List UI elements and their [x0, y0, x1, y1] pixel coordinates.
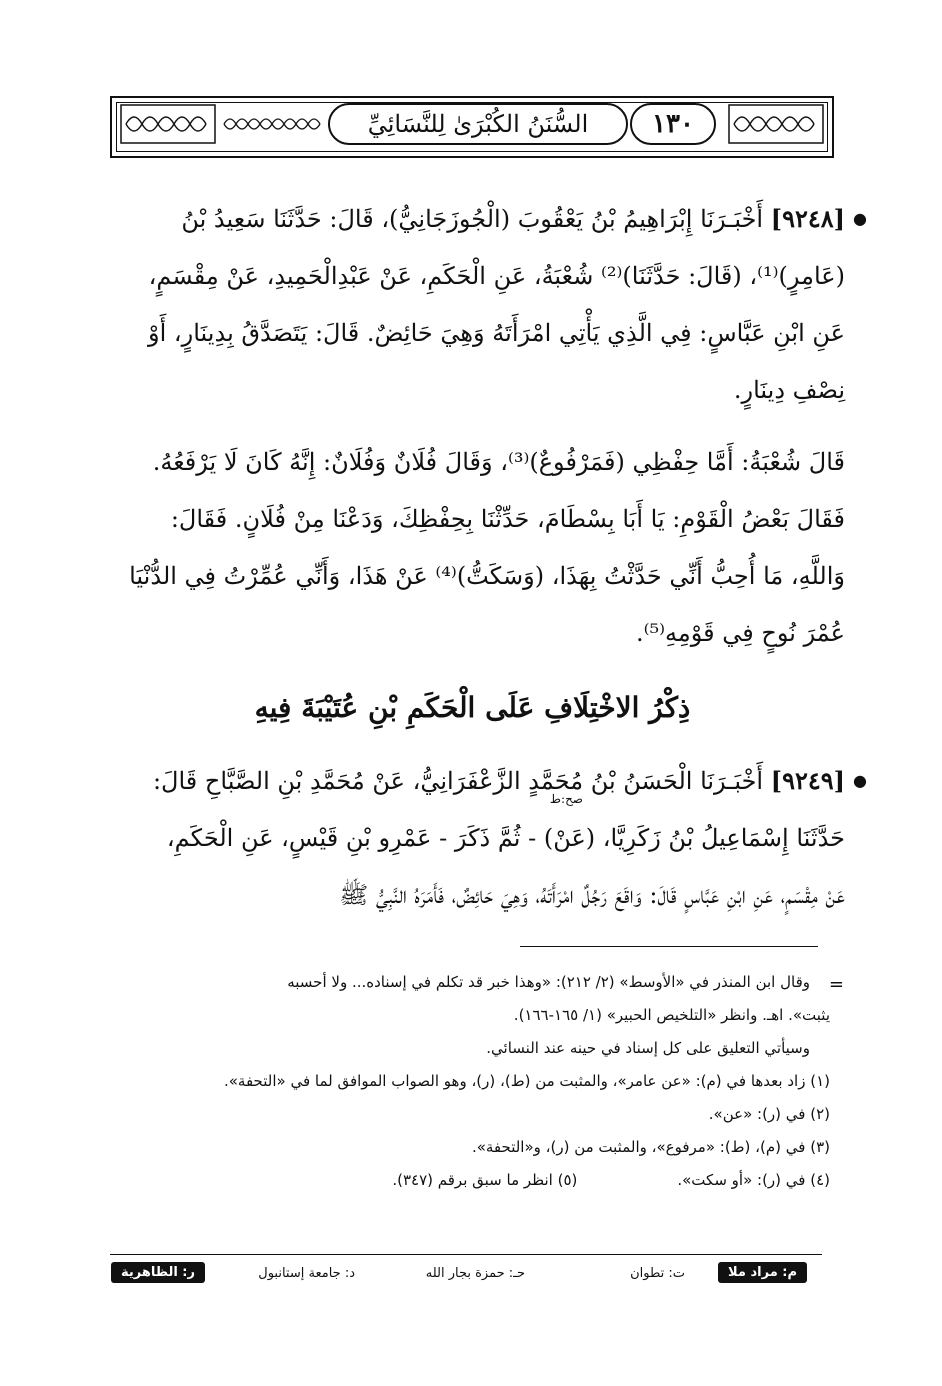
hadith-9249	[100, 752, 867, 924]
page-header	[110, 96, 834, 158]
bullet-icon: ●	[853, 771, 867, 790]
footnote-2: (٢) في (ر): «عن».	[708, 1105, 830, 1123]
footnote-continuation-marker: =	[828, 974, 844, 995]
section-heading: ذِكْرُ الاخْتِلَافِ عَلَى الْحَكَمِ بْنِ عُتَيْبَةَ فِيهِ	[254, 691, 691, 724]
legend-d: د: جامعة إستانبول	[258, 1266, 355, 1281]
legend-h: حـ: حمزة بجار الله	[425, 1266, 525, 1281]
footnote-separator	[520, 946, 818, 947]
footnote-1: (١) زاد بعدها في (م): «عن عامر»، والمثبت من (ط)، (ر)، وهو الصواب الموافق لما في «التحفة».	[223, 1072, 830, 1090]
footnote-5: (٥) انظر ما سبق برقم (٣٤٧).	[392, 1171, 578, 1189]
hadith-number: [٩٢٤٩]	[770, 766, 845, 795]
book-title: السُّنَنُ الكُبْرَىٰ لِلنَّسَائِيِّ	[328, 103, 628, 145]
legend-t: ت: تطوان	[630, 1266, 685, 1281]
legend-separator	[110, 1254, 822, 1255]
ornament-right-icon	[728, 104, 824, 144]
hadith-line: (عَامِرٍ)⁽¹⁾، (قَالَ: حَدَّثَنَا)⁽²⁾ شُعْبَةُ، عَنِ الْحَكَمِ، عَنْ عَبْدِالْحَمِيدِ، عَنْ مِقْسَمٍ،	[148, 262, 845, 290]
hadith-line: [٩٢٤٨] أَخْبَـرَنَا إِبْرَاهِيمُ بْنُ يَعْقُوبَ (الْجُوزَجَانِيُّ)، قَالَ: حَدَّثَنَا سَعِيدُ بْنُ	[181, 204, 845, 233]
legend-r: ر: الظاهرية	[111, 1262, 205, 1283]
hadith-line: عُمْرَ نُوحٍ فِي قَوْمِهِ⁽⁵⁾.	[635, 619, 845, 647]
hadith-number: [٩٢٤٨]	[770, 204, 845, 233]
ornament-middle-left-icon	[222, 108, 322, 140]
manuscript-legend	[100, 1258, 835, 1294]
footnote-3: (٣) في (م)، (ط): «مرفوع»، والمثبت من (ر)، و«التحفة».	[471, 1138, 830, 1156]
hadith-line: عَنِ ابْنِ عَبَّاسٍ: فِي الَّذِي يَأْتِي امْرَأَتَهُ وَهِيَ حَائِضٌ. قَالَ: يَتَصَدَّقُ بِدِينَارٍ، أَوْ	[148, 319, 845, 347]
hadith-9248	[100, 190, 867, 419]
legend-m: م: مراد ملا	[718, 1262, 807, 1283]
hadith-line: نِصْفِ دِينَارٍ.	[733, 376, 845, 404]
footnote-line: وقال ابن المنذر في «الأوسط» (٢/ ٢١٢): «وهذا خبر قد تكلم في إسناده... ولا أحسبه	[287, 973, 810, 991]
footnote-4: (٤) في (ر): «أو سكت».	[677, 1171, 830, 1189]
footnote-line: وسيأتي التعليق على كل إسناد في حينه عند النسائي.	[486, 1039, 810, 1057]
hadith-line: صح:ط حَدَّثَنَا إِسْمَاعِيلُ بْنُ زَكَرِيَّا، (عَنْ) - ثُمَّ ذَكَرَ - عَمْرِو بْنِ قَيْسٍ، عَنِ الْحَكَمِ،	[166, 792, 845, 852]
hadith-line: عَنْ مِقْسَمٍ، عَنِ ابْنِ عَبَّاسٍ قَالَ: وَاقَعَ رَجُلٌ امْرَأَتَهُ، وَهِيَ حَائِضٌ، فَأَمَرَهُ النَّبِيُّ ﷺ	[339, 881, 845, 909]
footnote-line: يثبت». اهـ. وانظر «التلخيص الحبير» (١/ ١٦٥-١٦٦).	[513, 1006, 830, 1024]
margin-note: صح:ط	[549, 792, 583, 806]
footnotes	[100, 966, 844, 1197]
footnote-pair	[100, 1164, 830, 1197]
ornament-left-icon	[120, 104, 216, 144]
bullet-icon: ●	[853, 209, 867, 228]
hadith-line: قَالَ شُعْبَةُ: أَمَّا حِفْظِي (فَمَرْفُوعٌ)⁽³⁾، وَقَالَ فُلَانٌ وَفُلَانٌ: إِنَّهُ كَانَ لَا يَرْفَعُهُ.	[152, 448, 845, 476]
hadith-line: وَاللَّهِ، مَا أُحِبُّ أَنِّي حَدَّثْتُ بِهَذَا، (وَسَكَتُّ)⁽⁴⁾ عَنْ هَذَا، وَأَنِّي عُمِّرْتُ فِي الدُّنْيَا	[129, 562, 845, 590]
hadith-line: [٩٢٤٩] أَخْبَـرَنَا الْحَسَنُ بْنُ مُحَمَّدٍ الزَّعْفَرَانِيُّ، عَنْ مُحَمَّدِ بْنِ الصَّبَّاحِ قَالَ:	[152, 766, 845, 795]
hadith-line: فَقَالَ بَعْضُ الْقَوْمِ: يَا أَبَا بِسْطَامَ، حَدِّثْنَا بِحِفْظِكَ، وَدَعْنَا مِنْ فُلَانٍ. فَقَالَ:	[170, 505, 845, 533]
hadith-9248-continued	[100, 434, 845, 662]
page-number: ١٣٠	[630, 103, 716, 145]
